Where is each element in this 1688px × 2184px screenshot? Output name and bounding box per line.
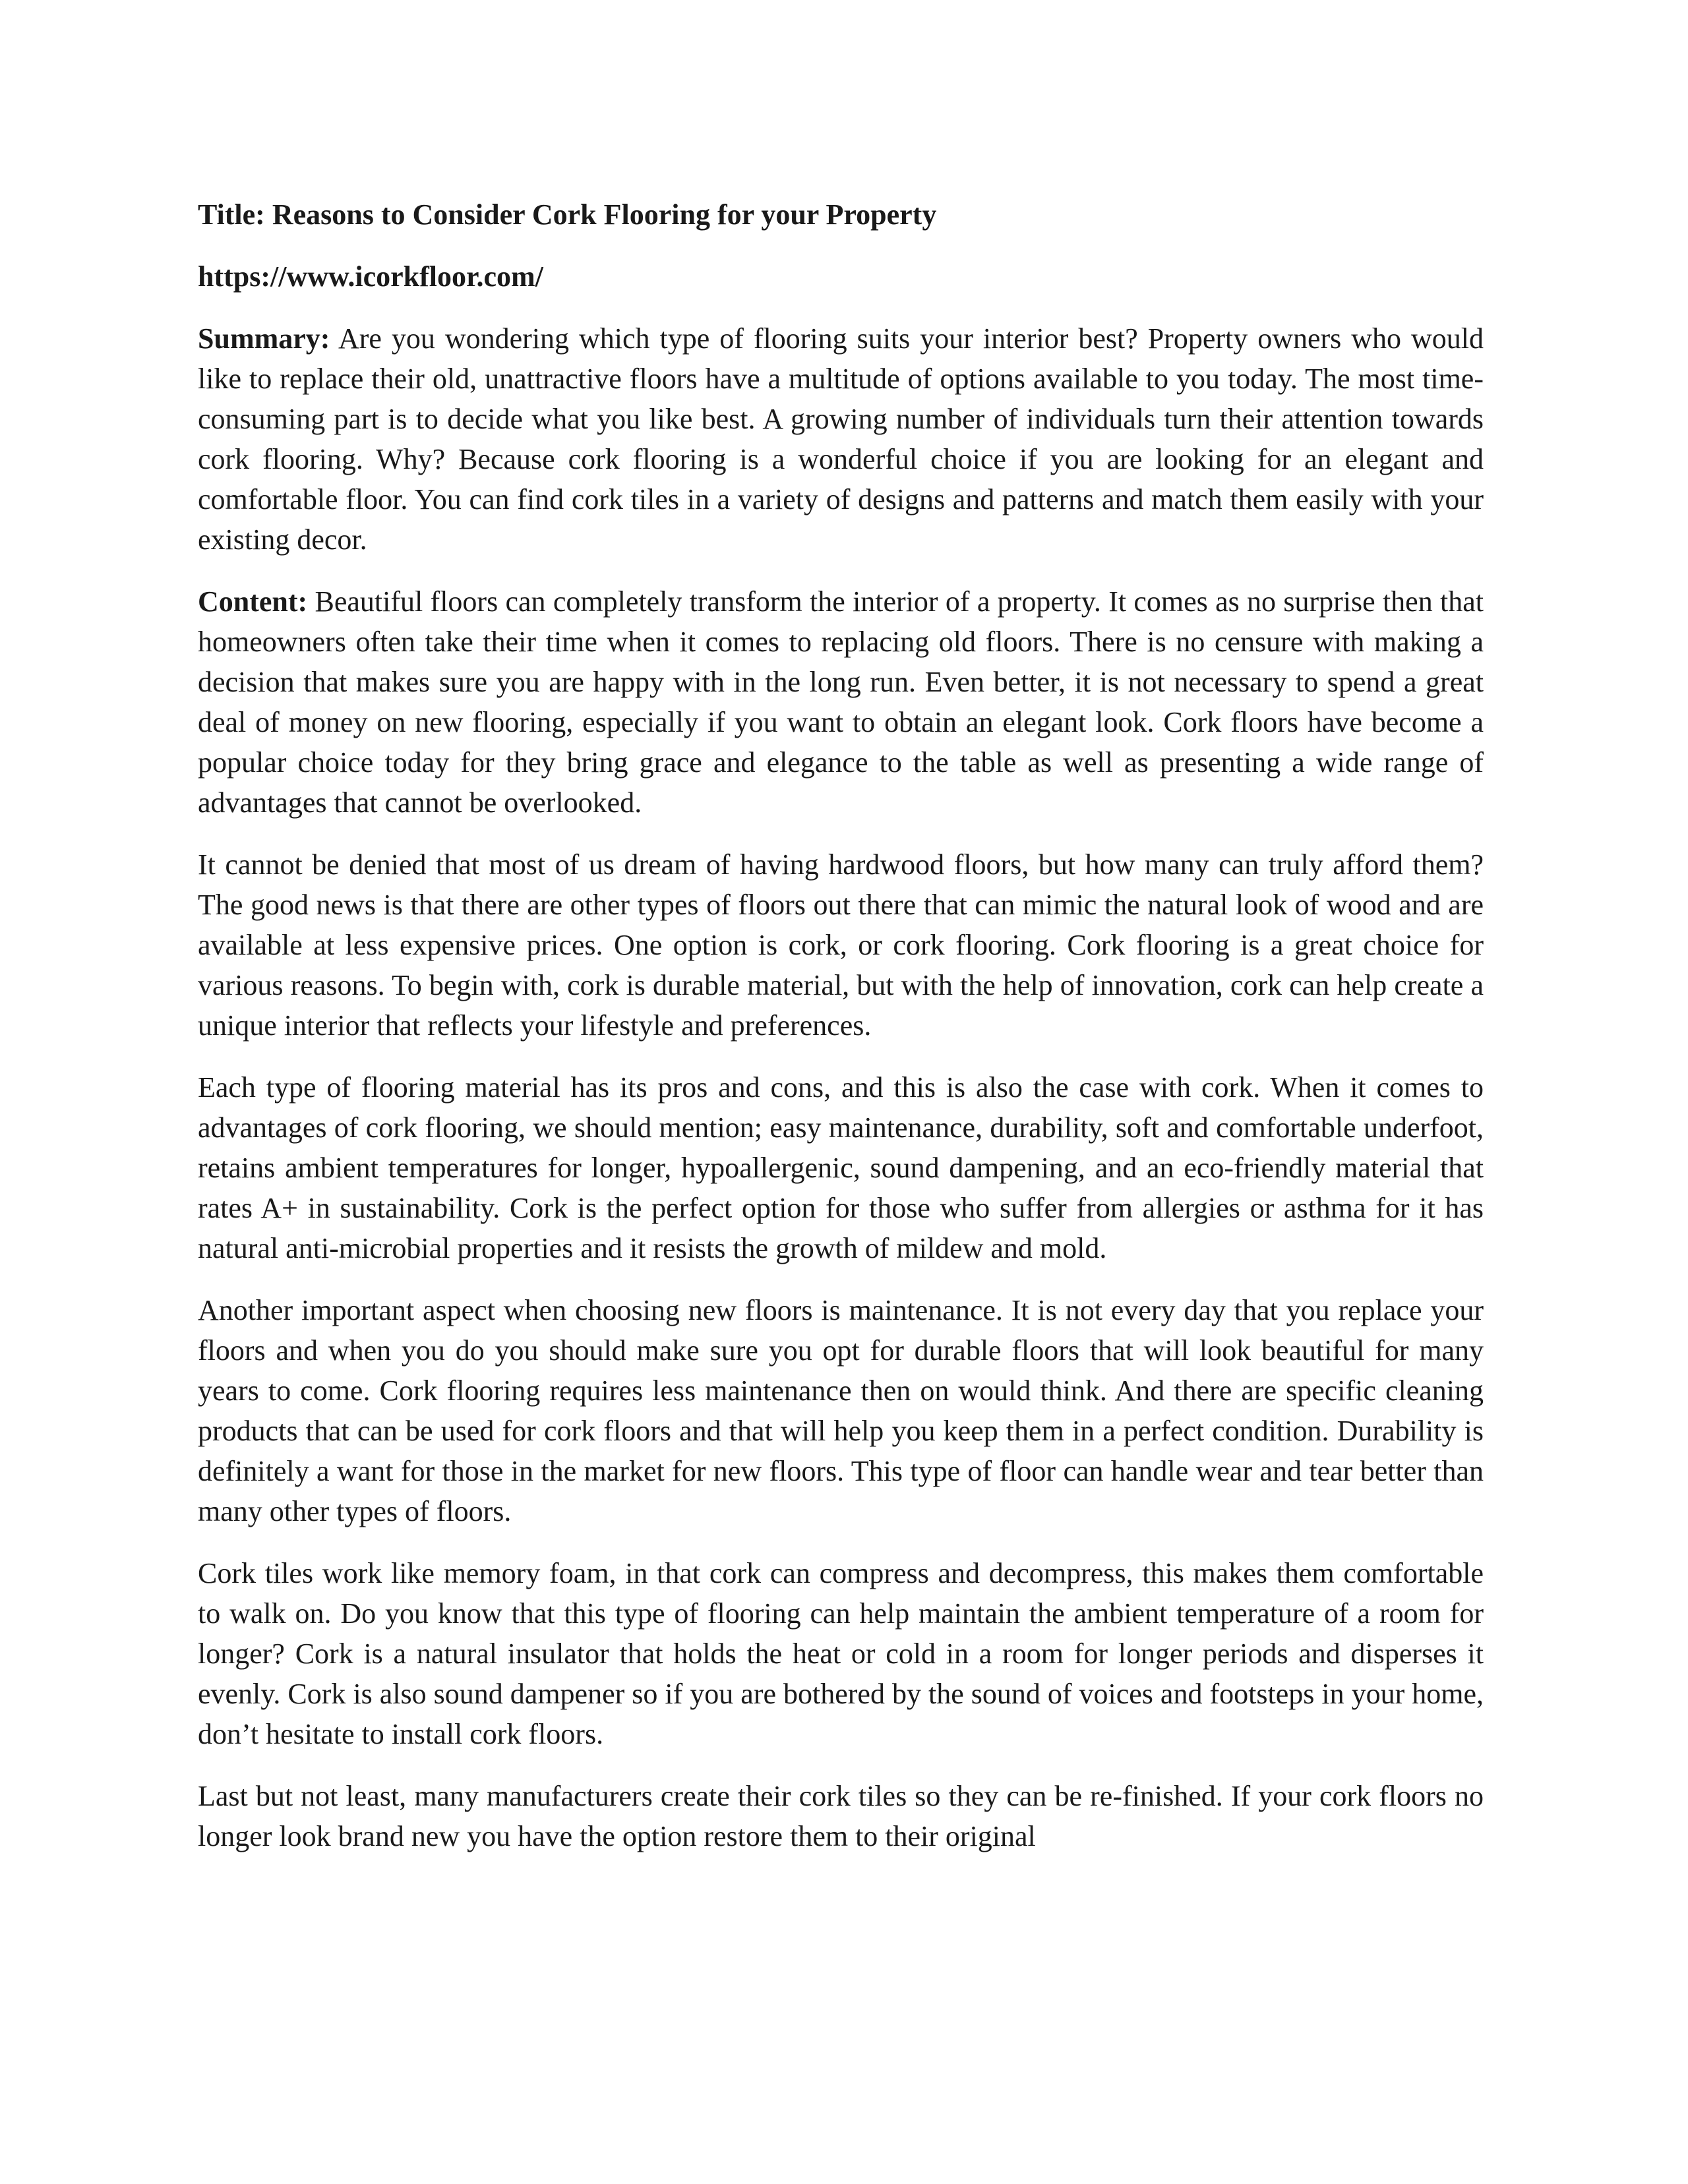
summary-text: Are you wondering which type of flooring suits your interior best? Property owners who would like to replace their old, unattractive floors have a multitude of options available to you today. The most time-consuming part is to decide what you like best. A growing number of individuals turn their attention towards cork flooring. Why? Because cork flooring is a wonderful choice if you are looking for an elegant and comfortable floor. You can find cork tiles in a variety of designs and patterns and match them easily with your existing decor. xyxy=(198,322,1484,556)
document-page xyxy=(198,194,1484,1856)
document-title: Title: Reasons to Consider Cork Flooring for your Property xyxy=(198,198,937,231)
content-paragraph xyxy=(198,581,1484,823)
summary-paragraph xyxy=(198,318,1484,560)
summary-label: Summary: xyxy=(198,322,330,355)
content-text: Beautiful floors can completely transform the interior of a property. It comes as no surprise then that homeowners often take their time when it comes to replacing old floors. There is no censure with making a decision that makes sure you are happy with in the long run. Even better, it is not necessary to spend a great deal of money on new flooring, especially if you want to obtain an elegant look. Cork floors have become a popular choice today for they bring grace and elegance to the table as well as presenting a wide range of advantages that cannot be overlooked. xyxy=(198,585,1484,819)
body-paragraph-hardwood: It cannot be denied that most of us dream of having hardwood floors, but how many can truly afford them? The good news is that there are other types of floors out there that can mimic the natural look of wood and are available at less expensive prices. One option is cork, or cork flooring. Cork flooring is a great choice for various reasons. To begin with, cork is durable material, but with the help of innovation, cork can help create a unique interior that reflects your lifestyle and preferences. xyxy=(198,848,1484,1042)
body-paragraph-comfort: Cork tiles work like memory foam, in that cork can compress and decompress, this makes them comfortable to walk on. Do you know that this type of flooring can help maintain the ambient temperature of a room for longer? Cork is a natural insulator that holds the heat or cold in a room for longer periods and disperses it evenly. Cork is also sound dampener so if you are bothered by the sound of voices and footsteps in your home, don’t hesitate to install cork floors. xyxy=(198,1557,1484,1750)
body-paragraph-refinish: Last but not least, many manufacturers create their cork tiles so they can be re-finished. If your cork floors no longer look brand new you have the option restore them to their original xyxy=(198,1780,1484,1852)
content-label: Content: xyxy=(198,585,308,618)
body-paragraph-maintenance: Another important aspect when choosing new floors is maintenance. It is not every day that you replace your floors and when you do you should make sure you opt for durable floors that will look beautiful for many years to come. Cork flooring requires less maintenance then on would think. And there are specific cleaning products that can be used for cork floors and that will help you keep them in a perfect condition. Durability is definitely a want for those in the market for new floors. This type of floor can handle wear and tear better than many other types of floors. xyxy=(198,1294,1484,1527)
document-url: https://www.icorkfloor.com/ xyxy=(198,260,543,293)
body-paragraph-pros-cons: Each type of flooring material has its pros and cons, and this is also the case with cork. When it comes to advantages of cork flooring, we should mention; easy maintenance, durability, soft and comfortable underfoot, retains ambient temperatures for longer, hypoallergenic, sound dampening, and an eco-friendly material that rates A+ in sustainability. Cork is the perfect option for those who suffer from allergies or asthma for it has natural anti-microbial properties and it resists the growth of mildew and mold. xyxy=(198,1071,1484,1264)
